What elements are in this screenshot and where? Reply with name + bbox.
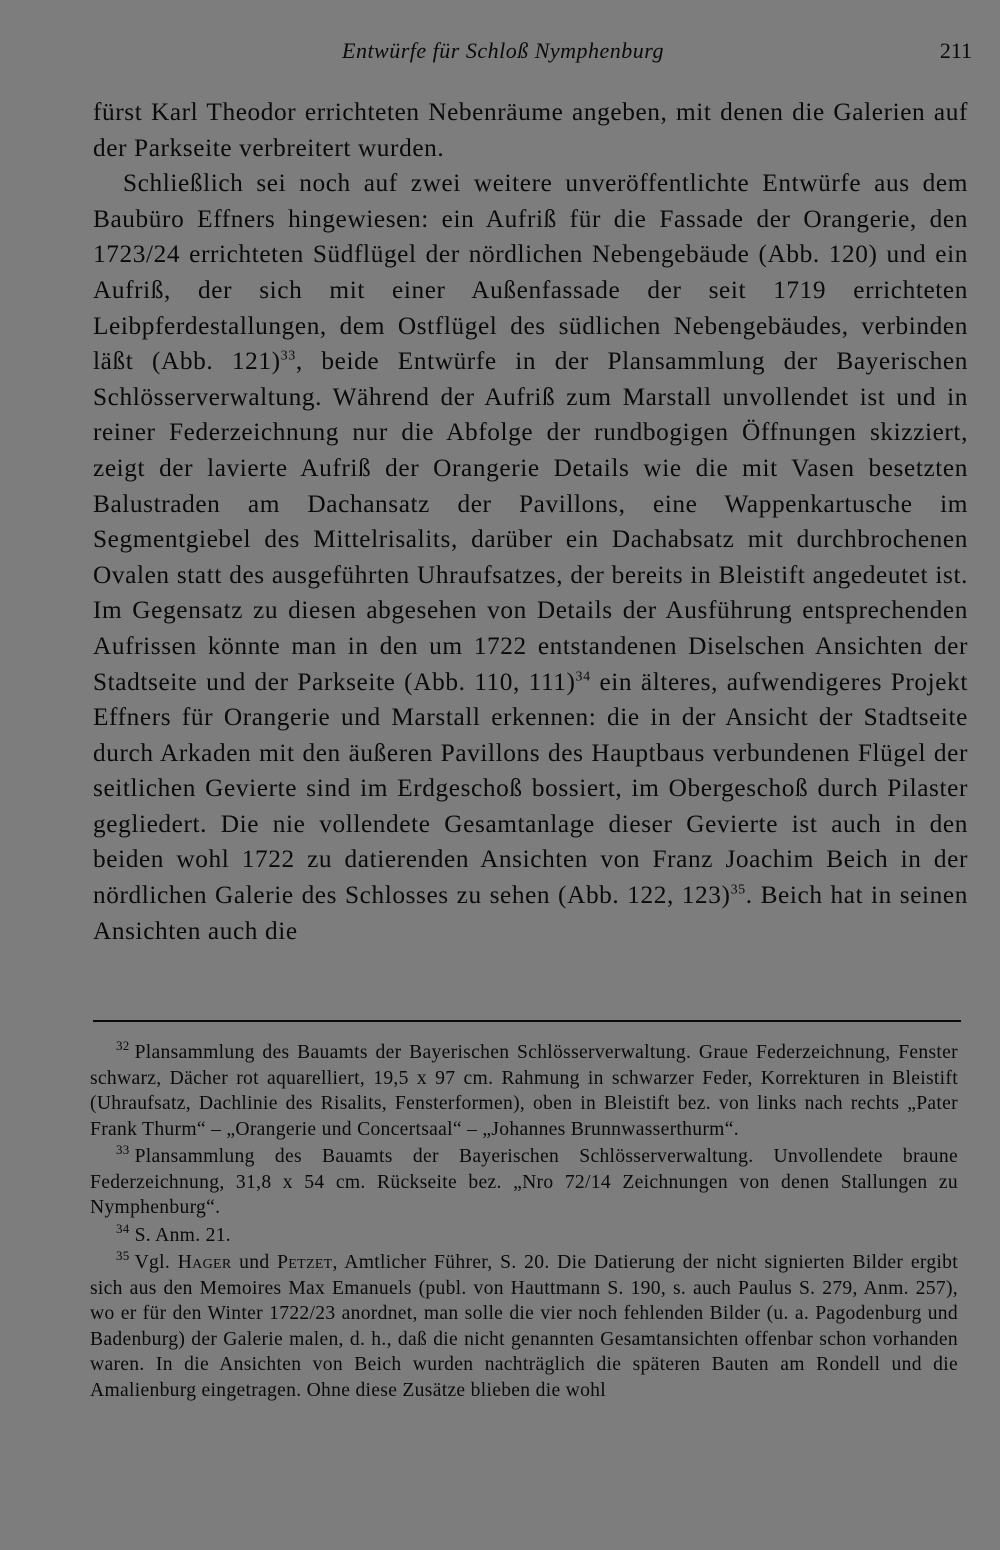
main-text <box>93 95 968 949</box>
footnote-text: Plansammlung des Bauamts der Bayerischen Schlösserverwaltung. Graue Federzeichnung, Fenster schwarz, Dächer rot aquarelliert, 19,5 x 97 cm. Rahmung in schwarzer Feder, Korrekturen in Bleistift (Uhraufsatz, Dachlinie des Risalits, Fensterformen), oben in Bleistift bez. von links nach rechts „Pater Frank Thurm“ – „Orangerie und Concertsaal“ – „Johannes Brunnwasserthurm“. <box>90 1042 958 1140</box>
footnote-number: 35 <box>116 1248 130 1264</box>
footnote-text-a: Vgl. <box>134 1252 178 1273</box>
paragraph-2-part-d: . Beich hat in seinen Ansichten auch die <box>93 881 969 945</box>
footnote-divider <box>93 1020 961 1022</box>
paragraph-2-part-a: Schließlich sei noch auf zwei weitere unveröffentlichte Entwürfe aus dem Baubüro Effners hingewiesen: ein Aufriß für die Fassade der Orangerie, den 1723/24 errichteten Südflügel der nördlichen Nebengebäude (Abb. 120) und ein Aufriß, der sich mit einer Außenfassade der seit 1719 errichteten Leibpferdestallungen, dem Ostflügel des südlichen Nebengebäudes, verbinden läßt (Abb. 121) <box>93 169 968 376</box>
footnote-34 <box>90 1220 958 1249</box>
paragraph-1: fürst Karl Theodor errichteten Nebenräume angeben, mit denen die Galerien auf der Parkseite verbreitert wurden. <box>93 98 968 162</box>
footnote-35 <box>90 1250 958 1403</box>
footnote-ref-33[interactable]: 33 <box>280 348 296 364</box>
page-header <box>92 38 972 74</box>
footnote-text: Plansammlung des Bauamts der Bayerischen Schlösserverwaltung. Unvollendete braune Federzeichnung, 31,8 x 54 cm. Rückseite bez. „Nro 72/14 Zeichnungen von denen Stallungen zu Nymphenburg“. <box>90 1146 958 1218</box>
footnotes <box>90 1040 958 1405</box>
footnote-number: 32 <box>116 1038 130 1054</box>
footnote-ref-34[interactable]: 34 <box>575 669 591 685</box>
footnote-33 <box>90 1144 958 1221</box>
author-petzet: Petzet <box>277 1252 333 1273</box>
footnote-ref-35[interactable]: 35 <box>730 882 746 898</box>
paragraph-2-part-c: ein älteres, aufwendigeres Projekt Effners für Orangerie und Marstall erkennen: die in der Ansicht der Stadtseite durch Arkaden mit den äußeren Pavillons des Hauptbaus verbundenen Flügel der seitlichen Gevierte sind im Erdgeschoß bossiert, im Obergeschoß durch Pilaster gegliedert. Die nie vollendete Gesamtanlage dieser Gevierte ist auch in den beiden wohl 1722 zu datierenden Ansichten von Franz Joachim Beich in der nördlichen Galerie des Schlosses zu sehen (Abb. 122, 123) <box>93 667 969 910</box>
footnote-32 <box>90 1040 958 1142</box>
paragraph-2-part-b: , beide Entwürfe in der Plansammlung der Bayerischen Schlösserverwaltung. Während der Aufriß zum Marstall unvollendet ist und in reiner Federzeichnung nur die Abfolge der rundbogigen Öffnungen skizziert, zeigt der lavierte Aufriß der Orangerie Details wie die mit Vasen besetzten Balustraden am Dachansatz der Pavillons, eine Wappenkartusche im Segmentgiebel des Mittelrisalits, darüber ein Dachabsatz mit durchbrochenen Ovalen statt des ausgeführten Uhraufsatzes, der bereits in Bleistift angedeutet ist. Im Gegensatz zu diesen abgesehen von Details der Ausführung entsprechenden Aufrissen könnte man in den um 1722 entstandenen Diselschen Ansichten der Stadtseite und der Parkseite (Abb. 110, 111) <box>93 347 969 696</box>
footnote-text-b: und <box>231 1252 278 1273</box>
running-title: Entwürfe für Schloß Nymphenburg <box>342 38 665 63</box>
author-hager: Hager <box>177 1252 232 1273</box>
page-number: 211 <box>939 38 972 63</box>
footnote-number: 34 <box>116 1220 130 1236</box>
footnote-number: 33 <box>116 1142 130 1158</box>
paragraph-2 <box>93 166 968 949</box>
footnote-text-c: , Amtlicher Führer, S. 20. Die Datierung der nicht signierten Bilder ergibt sich aus den Memoires Max Emanuels (publ. von Hauttmann S. 190, s. auch Paulus S. 279, Anm. 257), wo er für den Winter 1722/23 anordnet, man solle die vier noch fehlenden Bilder (u. a. Pagodenburg und Badenburg) der Galerie malen, d. h., daß die nicht genannten Gesamtansichten offenbar schon vorhanden waren. In die Ansichten von Beich wurden nachträglich die späteren Bauten am Rondell und die Amalienburg eingetragen. Ohne diese Zusätze blieben die wohl <box>90 1252 959 1401</box>
footnote-text: S. Anm. 21. <box>134 1224 231 1246</box>
